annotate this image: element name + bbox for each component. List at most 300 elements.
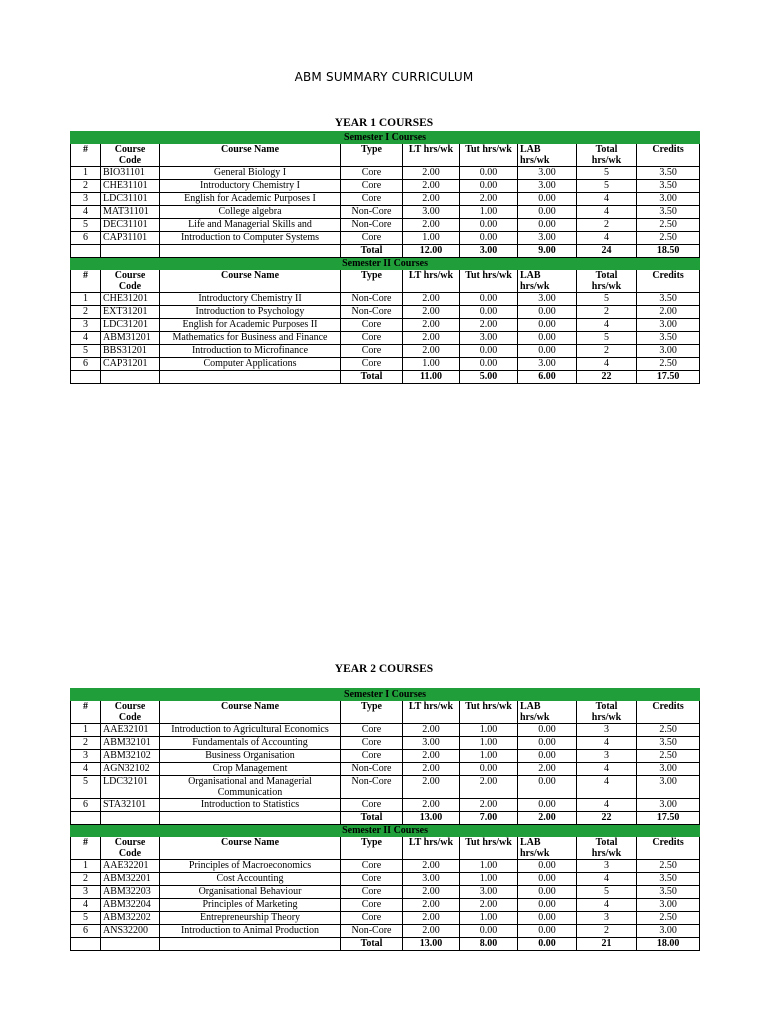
lab-hours: 0.00	[518, 899, 577, 912]
table-row	[71, 724, 700, 737]
col-header-total	[577, 837, 637, 860]
lt-hours: 3.00	[403, 873, 460, 886]
tut-hours: 1.00	[460, 860, 518, 873]
col-header-lt: LT hrs/wk	[403, 701, 460, 724]
semester-title: Semester I Courses	[71, 132, 700, 144]
col-header-lab	[518, 144, 577, 167]
row-number: 5	[71, 345, 101, 358]
course-type: Core	[341, 750, 403, 763]
tut-hours: 3.00	[460, 886, 518, 899]
col-header-total-line2: hrs/wk	[591, 712, 622, 723]
course-code: DEC31101	[101, 219, 160, 232]
tut-hours: 0.00	[460, 358, 518, 371]
totals-empty-num	[71, 371, 101, 384]
lt-hours: 2.00	[403, 912, 460, 925]
table-row	[71, 180, 700, 193]
row-number: 3	[71, 319, 101, 332]
lab-hours: 3.00	[518, 358, 577, 371]
course-name: Introduction to Statistics	[160, 799, 341, 812]
table-row	[71, 737, 700, 750]
row-number: 1	[71, 167, 101, 180]
lt-hours: 1.00	[403, 232, 460, 245]
col-header-tut: Tut hrs/wk	[460, 701, 518, 724]
tut-hours: 0.00	[460, 306, 518, 319]
row-number: 6	[71, 358, 101, 371]
credits: 2.50	[637, 358, 700, 371]
tut-hours: 1.00	[460, 750, 518, 763]
tut-hours: 2.00	[460, 799, 518, 812]
col-header-lt: LT hrs/wk	[403, 144, 460, 167]
credits: 2.50	[637, 750, 700, 763]
course-code: AAE32201	[101, 860, 160, 873]
course-name: Introduction to Microfinance	[160, 345, 341, 358]
course-type: Non-Core	[341, 306, 403, 319]
course-type: Non-Core	[341, 776, 403, 799]
col-header-tut: Tut hrs/wk	[460, 144, 518, 167]
table-row	[71, 219, 700, 232]
credits: 3.00	[637, 193, 700, 206]
course-code: CAP31101	[101, 232, 160, 245]
total-hours: 4	[577, 206, 637, 219]
col-header-num: #	[71, 701, 101, 724]
course-code: AGN32102	[101, 763, 160, 776]
lab-hours: 2.00	[518, 763, 577, 776]
total-hours: 4	[577, 232, 637, 245]
row-number: 1	[71, 724, 101, 737]
tut-hours: 0.00	[460, 167, 518, 180]
lt-hours: 2.00	[403, 293, 460, 306]
lab-hours: 0.00	[518, 860, 577, 873]
course-name: Crop Management	[160, 763, 341, 776]
course-name: Introduction to Computer Systems	[160, 232, 341, 245]
row-number: 4	[71, 899, 101, 912]
year-1-table	[70, 131, 700, 384]
col-header-lt: LT hrs/wk	[403, 837, 460, 860]
col-header-num: #	[71, 144, 101, 167]
credits: 3.50	[637, 167, 700, 180]
lt-hours: 2.00	[403, 724, 460, 737]
total-hours: 5	[577, 332, 637, 345]
course-type: Non-Core	[341, 763, 403, 776]
semester-header	[71, 825, 700, 837]
total-hours: 4	[577, 737, 637, 750]
totals-tut: 8.00	[460, 938, 518, 951]
lt-hours: 2.00	[403, 886, 460, 899]
totals-empty-code	[101, 812, 160, 825]
course-code: CHE31101	[101, 180, 160, 193]
lt-hours: 2.00	[403, 319, 460, 332]
lab-hours: 0.00	[518, 219, 577, 232]
lt-hours: 2.00	[403, 763, 460, 776]
lt-hours: 2.00	[403, 180, 460, 193]
totals-lt: 13.00	[403, 938, 460, 951]
col-header-total-line1: Total	[595, 144, 618, 155]
course-name: Computer Applications	[160, 358, 341, 371]
total-hours: 2	[577, 219, 637, 232]
col-header-num: #	[71, 837, 101, 860]
course-type: Core	[341, 193, 403, 206]
table-row	[71, 763, 700, 776]
course-type: Core	[341, 232, 403, 245]
totals-row	[71, 812, 700, 825]
col-header-lab-line1: LAB	[520, 837, 541, 848]
lt-hours: 2.00	[403, 799, 460, 812]
course-type: Core	[341, 737, 403, 750]
table-row	[71, 925, 700, 938]
col-header-total-line2: hrs/wk	[591, 281, 622, 292]
tut-hours: 0.00	[460, 293, 518, 306]
totals-empty-name	[160, 812, 341, 825]
col-header-type: Type	[341, 837, 403, 860]
table-row	[71, 776, 700, 799]
lt-hours: 2.00	[403, 860, 460, 873]
col-header-code-line1: Course	[114, 837, 146, 848]
col-header-code-line1: Course	[114, 701, 146, 712]
row-number: 2	[71, 306, 101, 319]
course-name: Fundamentals of Accounting	[160, 737, 341, 750]
course-name: College algebra	[160, 206, 341, 219]
total-hours: 4	[577, 776, 637, 799]
total-hours: 4	[577, 319, 637, 332]
col-header-lt: LT hrs/wk	[403, 270, 460, 293]
credits: 3.50	[637, 180, 700, 193]
credits: 3.00	[637, 899, 700, 912]
tut-hours: 3.00	[460, 332, 518, 345]
col-header-total-line1: Total	[595, 701, 618, 712]
col-header-total	[577, 144, 637, 167]
course-code: ABM32101	[101, 737, 160, 750]
course-type: Core	[341, 912, 403, 925]
lab-hours: 0.00	[518, 886, 577, 899]
totals-empty-code	[101, 938, 160, 951]
tut-hours: 1.00	[460, 737, 518, 750]
credits: 2.00	[637, 306, 700, 319]
course-code: ABM32204	[101, 899, 160, 912]
course-name: Principles of Macroeconomics	[160, 860, 341, 873]
total-hours: 4	[577, 873, 637, 886]
total-hours: 4	[577, 358, 637, 371]
credits: 2.50	[637, 912, 700, 925]
col-header-code-line1: Course	[114, 270, 146, 281]
course-type: Non-Core	[341, 293, 403, 306]
course-code: LDC31101	[101, 193, 160, 206]
course-name: Principles of Marketing	[160, 899, 341, 912]
total-hours: 3	[577, 912, 637, 925]
col-header-type: Type	[341, 701, 403, 724]
lt-hours: 2.00	[403, 925, 460, 938]
tut-hours: 0.00	[460, 763, 518, 776]
lab-hours: 3.00	[518, 167, 577, 180]
course-type: Non-Core	[341, 219, 403, 232]
column-header-row	[71, 144, 700, 167]
lt-hours: 1.00	[403, 358, 460, 371]
col-header-tut: Tut hrs/wk	[460, 837, 518, 860]
table-row	[71, 358, 700, 371]
course-name: Introduction to Psychology	[160, 306, 341, 319]
lab-hours: 0.00	[518, 306, 577, 319]
total-hours: 3	[577, 724, 637, 737]
row-number: 2	[71, 180, 101, 193]
tut-hours: 1.00	[460, 873, 518, 886]
credits: 2.50	[637, 860, 700, 873]
total-hours: 5	[577, 293, 637, 306]
row-number: 3	[71, 886, 101, 899]
col-header-code	[101, 701, 160, 724]
credits: 2.50	[637, 724, 700, 737]
year-2-title: YEAR 2 COURSES	[334, 663, 434, 675]
totals-empty-code	[101, 245, 160, 258]
totals-tut: 3.00	[460, 245, 518, 258]
row-number: 6	[71, 799, 101, 812]
col-header-credits: Credits	[637, 701, 700, 724]
course-code: ABM32202	[101, 912, 160, 925]
lt-hours: 2.00	[403, 899, 460, 912]
totals-total: 22	[577, 371, 637, 384]
col-header-lab-line2: hrs/wk	[520, 712, 550, 723]
totals-credits: 18.00	[637, 938, 700, 951]
totals-lt: 11.00	[403, 371, 460, 384]
course-type: Core	[341, 332, 403, 345]
total-hours: 4	[577, 193, 637, 206]
col-header-lab	[518, 270, 577, 293]
col-header-code-line2: Code	[118, 712, 142, 723]
row-number: 4	[71, 763, 101, 776]
course-name: Cost Accounting	[160, 873, 341, 886]
course-code: ABM31201	[101, 332, 160, 345]
row-number: 2	[71, 737, 101, 750]
credits: 3.00	[637, 345, 700, 358]
lt-hours: 3.00	[403, 737, 460, 750]
course-code: EXT31201	[101, 306, 160, 319]
lt-hours: 2.00	[403, 345, 460, 358]
tut-hours: 0.00	[460, 232, 518, 245]
col-header-lab	[518, 701, 577, 724]
lt-hours: 3.00	[403, 206, 460, 219]
table-row	[71, 306, 700, 319]
col-header-name: Course Name	[160, 270, 341, 293]
table-row	[71, 912, 700, 925]
course-type: Core	[341, 860, 403, 873]
totals-total: 22	[577, 812, 637, 825]
lab-hours: 3.00	[518, 180, 577, 193]
course-type: Core	[341, 345, 403, 358]
course-name: Introduction to Animal Production	[160, 925, 341, 938]
totals-credits: 18.50	[637, 245, 700, 258]
lt-hours: 2.00	[403, 306, 460, 319]
col-header-total-line1: Total	[595, 837, 618, 848]
col-header-total-line2: hrs/wk	[591, 848, 622, 859]
col-header-lab	[518, 837, 577, 860]
year-1-title: YEAR 1 COURSES	[334, 117, 434, 129]
col-header-code	[101, 837, 160, 860]
course-type: Core	[341, 319, 403, 332]
totals-row	[71, 371, 700, 384]
total-hours: 4	[577, 899, 637, 912]
course-code: LDC32101	[101, 776, 160, 799]
credits: 3.50	[637, 886, 700, 899]
table-row	[71, 332, 700, 345]
col-header-code	[101, 144, 160, 167]
totals-total: 21	[577, 938, 637, 951]
totals-empty-num	[71, 812, 101, 825]
row-number: 6	[71, 925, 101, 938]
course-code: ABM32203	[101, 886, 160, 899]
row-number: 3	[71, 750, 101, 763]
course-code: ABM32201	[101, 873, 160, 886]
col-header-name: Course Name	[160, 144, 341, 167]
totals-empty-code	[101, 371, 160, 384]
col-header-name: Course Name	[160, 837, 341, 860]
course-code: BIO31101	[101, 167, 160, 180]
credits: 3.00	[637, 763, 700, 776]
course-type: Core	[341, 873, 403, 886]
totals-label: Total	[341, 371, 403, 384]
row-number: 3	[71, 193, 101, 206]
semester-title: Semester II Courses	[71, 258, 700, 270]
column-header-row	[71, 837, 700, 860]
row-number: 6	[71, 232, 101, 245]
totals-empty-num	[71, 245, 101, 258]
col-header-total-line1: Total	[595, 270, 618, 281]
course-code: MAT31101	[101, 206, 160, 219]
col-header-code-line2: Code	[118, 848, 142, 859]
column-header-row	[71, 701, 700, 724]
table-row	[71, 899, 700, 912]
course-code: LDC31201	[101, 319, 160, 332]
lab-hours: 0.00	[518, 912, 577, 925]
lab-hours: 0.00	[518, 873, 577, 886]
row-number: 1	[71, 860, 101, 873]
course-code: ANS32200	[101, 925, 160, 938]
lab-hours: 0.00	[518, 925, 577, 938]
total-hours: 4	[577, 763, 637, 776]
course-code: AAE32101	[101, 724, 160, 737]
table-row	[71, 799, 700, 812]
tut-hours: 0.00	[460, 180, 518, 193]
course-type: Core	[341, 180, 403, 193]
lab-hours: 3.00	[518, 293, 577, 306]
table-row	[71, 206, 700, 219]
course-name: Life and Managerial Skills and	[160, 219, 341, 232]
totals-label: Total	[341, 938, 403, 951]
credits: 3.50	[637, 737, 700, 750]
credits: 3.00	[637, 319, 700, 332]
lab-hours: 0.00	[518, 737, 577, 750]
credits: 2.50	[637, 219, 700, 232]
table-row	[71, 860, 700, 873]
document-title: ABM SUMMARY CURRICULUM	[294, 70, 474, 84]
semester-title: Semester I Courses	[71, 689, 700, 701]
lab-hours: 0.00	[518, 345, 577, 358]
totals-empty-name	[160, 245, 341, 258]
col-header-num: #	[71, 270, 101, 293]
lab-hours: 0.00	[518, 319, 577, 332]
col-header-lab-line2: hrs/wk	[520, 848, 550, 859]
semester-title: Semester II Courses	[71, 825, 700, 837]
lt-hours: 2.00	[403, 219, 460, 232]
tut-hours: 0.00	[460, 345, 518, 358]
course-type: Core	[341, 886, 403, 899]
col-header-lab-line2: hrs/wk	[520, 155, 550, 166]
credits: 3.00	[637, 799, 700, 812]
course-name: Introductory Chemistry II	[160, 293, 341, 306]
tut-hours: 2.00	[460, 899, 518, 912]
col-header-type: Type	[341, 270, 403, 293]
course-name: Business Organisation	[160, 750, 341, 763]
row-number: 4	[71, 332, 101, 345]
table-row	[71, 886, 700, 899]
col-header-lab-line1: LAB	[520, 270, 541, 281]
tut-hours: 0.00	[460, 925, 518, 938]
total-hours: 5	[577, 180, 637, 193]
year-2-table	[70, 688, 700, 951]
course-code: ABM32102	[101, 750, 160, 763]
lt-hours: 2.00	[403, 332, 460, 345]
totals-lt: 13.00	[403, 812, 460, 825]
course-name: Organisational and Managerial Communication	[160, 776, 341, 799]
col-header-lab-line1: LAB	[520, 701, 541, 712]
lt-hours: 2.00	[403, 750, 460, 763]
course-name: English for Academic Purposes I	[160, 193, 341, 206]
totals-empty-name	[160, 938, 341, 951]
row-number: 1	[71, 293, 101, 306]
totals-tut: 5.00	[460, 371, 518, 384]
course-name: Organisational Behaviour	[160, 886, 341, 899]
totals-label: Total	[341, 812, 403, 825]
tut-hours: 1.00	[460, 912, 518, 925]
table-row	[71, 750, 700, 763]
course-code: BBS31201	[101, 345, 160, 358]
col-header-code	[101, 270, 160, 293]
total-hours: 2	[577, 345, 637, 358]
lab-hours: 0.00	[518, 776, 577, 799]
course-type: Core	[341, 899, 403, 912]
lab-hours: 0.00	[518, 799, 577, 812]
total-hours: 5	[577, 886, 637, 899]
lab-hours: 0.00	[518, 206, 577, 219]
totals-empty-name	[160, 371, 341, 384]
col-header-lab-line2: hrs/wk	[520, 281, 550, 292]
col-header-type: Type	[341, 144, 403, 167]
tut-hours: 0.00	[460, 219, 518, 232]
tut-hours: 2.00	[460, 193, 518, 206]
table-row	[71, 873, 700, 886]
col-header-credits: Credits	[637, 270, 700, 293]
lt-hours: 2.00	[403, 167, 460, 180]
credits: 3.00	[637, 925, 700, 938]
lab-hours: 0.00	[518, 193, 577, 206]
lt-hours: 2.00	[403, 193, 460, 206]
lt-hours: 2.00	[403, 776, 460, 799]
course-code: CHE31201	[101, 293, 160, 306]
tut-hours: 2.00	[460, 776, 518, 799]
course-name: Mathematics for Business and Finance	[160, 332, 341, 345]
tut-hours: 2.00	[460, 319, 518, 332]
totals-lt: 12.00	[403, 245, 460, 258]
table-row	[71, 167, 700, 180]
course-name: Entrepreneurship Theory	[160, 912, 341, 925]
lab-hours: 0.00	[518, 724, 577, 737]
total-hours: 3	[577, 860, 637, 873]
lab-hours: 0.00	[518, 750, 577, 763]
tut-hours: 1.00	[460, 206, 518, 219]
totals-tut: 7.00	[460, 812, 518, 825]
course-code: CAP31201	[101, 358, 160, 371]
row-number: 4	[71, 206, 101, 219]
totals-empty-num	[71, 938, 101, 951]
course-name: English for Academic Purposes II	[160, 319, 341, 332]
course-type: Core	[341, 358, 403, 371]
